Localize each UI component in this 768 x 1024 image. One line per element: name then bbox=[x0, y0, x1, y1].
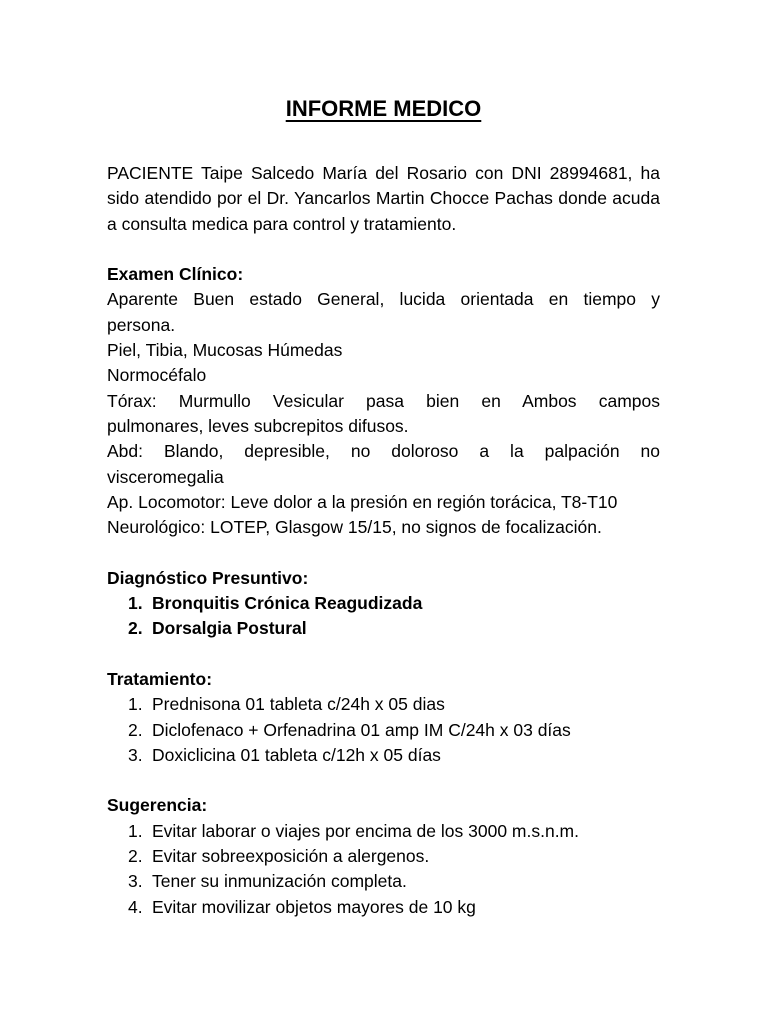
exam-head: Normocéfalo bbox=[107, 365, 207, 386]
spacer bbox=[107, 237, 660, 262]
list-number: 2. bbox=[128, 846, 143, 867]
exam-abdomen-cont: visceromegalia bbox=[107, 466, 224, 487]
list-item-text: Doxiclicina 01 tableta c/12h x 05 días bbox=[152, 744, 441, 765]
list-item-text: Diclofenaco + Orfenadrina 01 amp IM C/24h x 03 días bbox=[152, 719, 571, 740]
list-item-text: Evitar sobreexposición a alergenos. bbox=[152, 846, 430, 867]
suggestions-section bbox=[107, 793, 660, 919]
exam-neurological: Neurológico: LOTEP, Glasgow 15/15, no signos de focalización. bbox=[107, 517, 602, 538]
treatment-heading: Tratamiento: bbox=[107, 668, 213, 689]
list-item-text: Evitar movilizar objetos mayores de 10 kg bbox=[152, 896, 476, 917]
treatment-section bbox=[107, 667, 660, 768]
list-item bbox=[107, 692, 660, 717]
list-item-text: Evitar laborar o viajes por encima de los 3000 m.s.n.m. bbox=[152, 820, 579, 841]
list-item bbox=[107, 819, 660, 844]
medical-report-document bbox=[107, 95, 660, 920]
list-number: 3. bbox=[128, 744, 143, 765]
clinical-exam-section bbox=[107, 262, 660, 540]
suggestions-list bbox=[107, 819, 660, 920]
list-item bbox=[107, 869, 660, 894]
list-number: 4. bbox=[128, 896, 143, 917]
list-item bbox=[107, 591, 660, 616]
list-number: 1. bbox=[128, 694, 143, 715]
suggestions-heading: Sugerencia: bbox=[107, 795, 208, 816]
list-item bbox=[107, 895, 660, 920]
list-item-text: Bronquitis Crónica Reagudizada bbox=[152, 593, 423, 614]
list-number: 1. bbox=[128, 820, 143, 841]
list-number: 2. bbox=[128, 719, 143, 740]
list-number: 1. bbox=[128, 593, 143, 614]
exam-general-state: Aparente Buen estado General, lucida orientada en tiempo y bbox=[107, 289, 660, 310]
patient-intro-paragraph: PACIENTE Taipe Salcedo María del Rosario con DNI 28994681, ha sido atendido por el Dr. Yancarlos Martin Chocce Pachas donde acuda a consulta medica para control y tratamiento. bbox=[107, 163, 660, 234]
list-number: 3. bbox=[128, 871, 143, 892]
exam-thorax-cont: pulmonares, leves subcrepitos difusos. bbox=[107, 415, 409, 436]
list-item bbox=[107, 718, 660, 743]
diagnosis-section bbox=[107, 566, 660, 642]
exam-general-state-cont: persona. bbox=[107, 314, 176, 335]
list-item bbox=[107, 616, 660, 641]
list-item-text: Prednisona 01 tableta c/24h x 05 dias bbox=[152, 694, 445, 715]
spacer bbox=[107, 768, 660, 793]
list-number: 2. bbox=[128, 618, 143, 639]
diagnosis-list bbox=[107, 591, 660, 642]
list-item bbox=[107, 743, 660, 768]
exam-abdomen: Abd: Blando, depresible, no doloroso a la palpación no bbox=[107, 441, 660, 462]
list-item-text: Dorsalgia Postural bbox=[152, 618, 307, 639]
spacer bbox=[107, 540, 660, 565]
document-title: INFORME MEDICO bbox=[285, 96, 482, 121]
exam-thorax: Tórax: Murmullo Vesicular pasa bien en Ambos campos bbox=[107, 390, 660, 411]
exam-locomotor: Ap. Locomotor: Leve dolor a la presión en región torácica, T8-T10 bbox=[107, 491, 618, 512]
list-item-text: Tener su inmunización completa. bbox=[152, 871, 407, 892]
treatment-list bbox=[107, 692, 660, 768]
diagnosis-heading: Diagnóstico Presuntivo: bbox=[107, 567, 309, 588]
exam-skin: Piel, Tibia, Mucosas Húmedas bbox=[107, 340, 343, 361]
spacer bbox=[107, 642, 660, 667]
list-item bbox=[107, 844, 660, 869]
clinical-exam-heading: Examen Clínico: bbox=[107, 264, 244, 285]
